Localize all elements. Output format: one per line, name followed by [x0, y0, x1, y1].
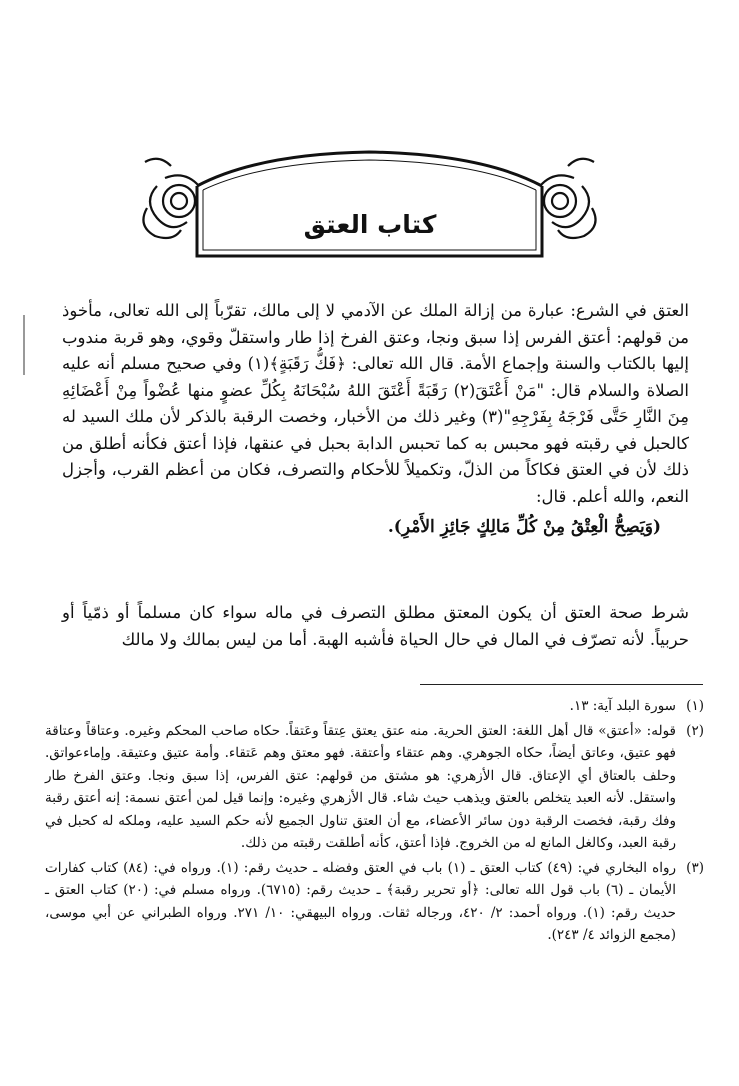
main-paragraph: العتق في الشرع: عبارة من إزالة الملك عن الآدمي لا إلى مالك، تقرّباً إلى الله تعالى، مأخوذ من قولهم: أعتق الفرس إذا سبق ونجا، وعتق الفرخ إذا طار واستقلّ وقوي، وهو قربة مندوب إليها بالكتاب والسنة وإجماع الأمة. قال الله تعالى: ﴿فَكُّ رَقَبَةٍ﴾(١) وفي صحيح مسلم أنه عليه الصلاة والسلام قال: "مَنْ أَعْتَقَ(٢) رَقَبَةً أَعْتَقَ اللهُ سُبْحَانَهُ بِكُلِّ عضوٍ منها عُضْواً مِنْ أَعْضَائِهِ مِنَ النَّارِ حَتَّى فَرْجَهُ بِفَرْجِهِ"(٣) وغير ذلك من الأخبار، وخصت الرقبة بالذكر لأن ملك السيد له كالحبل في رقبته فهو محبس به كما تحبس الدابة بحبل في عنقها، فإذا أعتق فكأنه أطلق من ذلك لأن في العتق فكاكاً من الذلّ، وتكميلاً للأحكام والتصرف، فكان من أعظم القرب، وأجزل النعم، والله أعلم. قال: — [62, 301, 689, 506]
footnote-number: (٣) — [686, 859, 704, 876]
footnote-number: (١) — [686, 698, 704, 714]
ornamental-title-frame — [137, 146, 602, 264]
commentary-paragraph: شرط صحة العتق أن يكون المعتق مطلق التصرف في ماله سواء كان مسلماً أو ذمّياً أو حربياً. لأنه تصرّف في المال في حال الحياة فأشبه الهبة. أما من ليس بمالك ولا مالك — [62, 603, 689, 649]
footnote-text: رواه البخاري في: (٤٩) كتاب العتق ـ (١) باب في العتق وفضله ـ حديث رقم: (١). ورواه في: (٨٤) كتاب كفارات الأيمان ـ (٦) باب قول الله تعالى: ﴿أو تحرير رقبة﴾ ـ حديث رقم: (٦٧١٥). ورواه مسلم في: (٢٠) كتاب العتق ـ حديث رقم: (١). ورواه أحمد: ٢/ ٤٢٠، ورجاله ثقات. ورواه البيهقي: ١٠/ ٢٧١. ورواه الطبراني عن أبي موسى، (مجمع الزوائد ٤/ ٢٤٣). — [45, 859, 677, 943]
footnote-3 — [45, 857, 704, 947]
scan-edge-mark — [23, 315, 25, 375]
footnote-1 — [45, 695, 704, 718]
main-text-block — [62, 298, 689, 541]
footnote-text: سورة البلد آية: ١٣. — [569, 698, 676, 714]
footnote-2 — [45, 720, 704, 855]
matn-verse: (وَيَصِحُّ الْعِتْقُ مِنْ كُلِّ مَالِكٍ جَائِزِ الأَمْرِ). — [387, 517, 661, 537]
chapter-title: كتاب العتق — [303, 210, 437, 239]
footnote-text: قوله: «أعتق» قال أهل اللغة: العتق الحرية. منه عتق يعتق عِتقاً وعَتقاً. حكاه صاحب المحكم وغيره. وعتاقاً وعتاقة فهو عتيق، وعاتق أيضاً، حكاه الجوهري. وهم عتقاء وأعتقة. فهو معتق وهم عَتقاء. وأمة عتيق وعتيقة. وإماءعواتق. وحلف بالعتاق أي الإعتاق. قال الأزهري: هو مشتق من قولهم: عتق الفرس، إذا سبق ونجا. وعتق الفرخ طار واستقل. لأنه العبد يتخلص بالعتق ويذهب حيث شاء. قال الأزهري وغيره: وإنما قيل لمن أعتق نسمة: إنه أعتق رقبة وفك رقبة، فخصت الرقبة دون سائر الأعضاء، مع أن العتق تناول الجميع لأنه حكم السيد عليه، وملكه له كحبل في رقبة العبد، وكالغل المانع له من الخروج. فإذا أعتق، كأنه أطلقت رقبته من ذلك. — [45, 722, 676, 851]
commentary-paragraph-block — [62, 600, 689, 653]
footnotes — [45, 695, 704, 949]
footnote-number: (٢) — [686, 722, 704, 739]
footnote-divider — [420, 684, 703, 685]
